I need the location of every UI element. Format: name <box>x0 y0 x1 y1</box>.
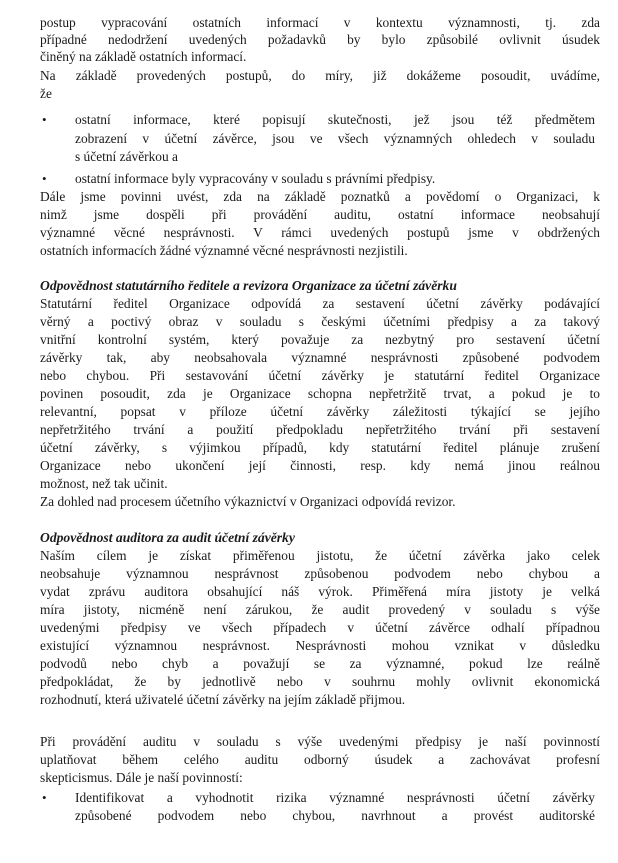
text-line: ostatních informacích žádné významné věcné nesprávnosti nezjistili. <box>40 243 408 258</box>
text-line: Organizace nebo ukončení její činnosti, resp. kdy nemá jinou reálnou <box>40 458 600 473</box>
text-line: postup vypracování ostatních informací v kontextu významnosti, tj. zda <box>40 15 600 30</box>
text-line: Naším cílem je získat přiměřenou jistotu, že účetní závěrka jako celek <box>40 548 600 563</box>
bullet-marker: • <box>42 790 47 805</box>
text-line: relevantní, popsat v příloze účetní závěrky záležitosti týkající se jejího <box>40 404 600 419</box>
text-line: činěný na základě ostatních informací. <box>40 49 247 64</box>
text-line: míra jistoty, nicméně není zárukou, že audit provedený v souladu s výše <box>40 602 600 617</box>
text-line: Dále jsme povinni uvést, zda na základě poznatků a povědomí o Organizaci, k <box>40 189 600 204</box>
text-line: Statutární ředitel Organizace odpovídá za sestavení účetní závěrky podávající <box>40 296 600 311</box>
bullet-line: zobrazení v účetní závěrce, jsou ve všech významných ohledech v souladu <box>75 131 595 146</box>
bullet-marker: • <box>42 171 47 186</box>
bullet-line: s účetní závěrkou a <box>75 149 178 164</box>
text-line: významné věcné nesprávnosti. V rámci uvedených postupů jsme v obdržených <box>40 225 600 240</box>
text-line: vnitřní kontrolní systém, který považuje za nezbytný pro sestavení účetní <box>40 332 600 347</box>
text-line: skepticismus. Dále je naší povinností: <box>40 770 243 785</box>
text-line: závěrky tak, aby neobsahovala významné nesprávnosti způsobené podvodem <box>40 350 600 365</box>
bullet-line: ostatní informace, které popisují skutečnosti, jež jsou též předmětem <box>75 112 595 127</box>
text-line: existující významnou nesprávnost. Nesprávnosti mohou vznikat v důsledku <box>40 638 600 653</box>
text-line: rozhodnutí, která uživatelé účetní závěrky na jejím základě přijmou. <box>40 692 406 707</box>
text-line: povinen posoudit, zda je Organizace schopna nepřetržitě trvat, a pokud je to <box>40 386 600 401</box>
text-line: nimž jsme dospěli při provádění auditu, ostatní informace neobsahují <box>40 207 600 222</box>
section-heading: Odpovědnost statutárního ředitele a revizora Organizace za účetní závěrku <box>40 278 457 293</box>
bullet-line: způsobené podvodem nebo chybou, navrhnout a provést auditorské <box>75 808 595 823</box>
text-line: Při provádění auditu v souladu s výše uvedenými předpisy je naší povinností <box>40 734 600 749</box>
text-line: věrný a poctivý obraz v souladu s českými účetními předpisy a za takový <box>40 314 600 329</box>
text-line: účetní závěrky, s výjimkou případů, kdy statutární ředitel plánuje zrušení <box>40 440 600 455</box>
bullet-line: Identifikovat a vyhodnotit rizika významné nesprávnosti účetní závěrky <box>75 790 595 805</box>
text-line: předpokládat, že by jednotlivě nebo v souhrnu mohly ovlivnit ekonomická <box>40 674 600 689</box>
text-line: vydat zprávu auditora obsahující náš výrok. Přiměřená míra jistoty je velká <box>40 584 600 599</box>
text-line: nepřetržitého trvání a použití předpokladu nepřetržitého trvání při sestavení <box>40 422 600 437</box>
text-line: možnost, než tak učinit. <box>40 476 168 491</box>
bullet-marker: • <box>42 112 47 127</box>
text-line: uplatňovat během celého auditu odborný úsudek a zachovávat profesní <box>40 752 600 767</box>
text-line: Za dohled nad procesem účetního výkaznictví v Organizaci odpovídá revizor. <box>40 494 456 509</box>
text-line: že <box>40 86 52 101</box>
text-line: případné nedodržení uvedených požadavků by bylo způsobilé ovlivnit úsudek <box>40 32 600 47</box>
text-line: uvedenými předpisy ve všech případech v účetní závěrce odhalí případnou <box>40 620 600 635</box>
text-line: neobsahuje významnou nesprávnost způsobenou podvodem nebo chybou a <box>40 566 600 581</box>
text-line: Na základě provedených postupů, do míry, již dokážeme posoudit, uvádíme, <box>40 68 600 83</box>
bullet-line: ostatní informace byly vypracovány v souladu s právními předpisy. <box>75 171 436 186</box>
section-heading: Odpovědnost auditora za audit účetní závěrky <box>40 530 295 545</box>
text-line: nebo chybou. Při sestavování účetní závěrky je statutární ředitel Organizace <box>40 368 600 383</box>
text-line: podvodů nebo chyb a považují se za významné, pokud lze reálně <box>40 656 600 671</box>
